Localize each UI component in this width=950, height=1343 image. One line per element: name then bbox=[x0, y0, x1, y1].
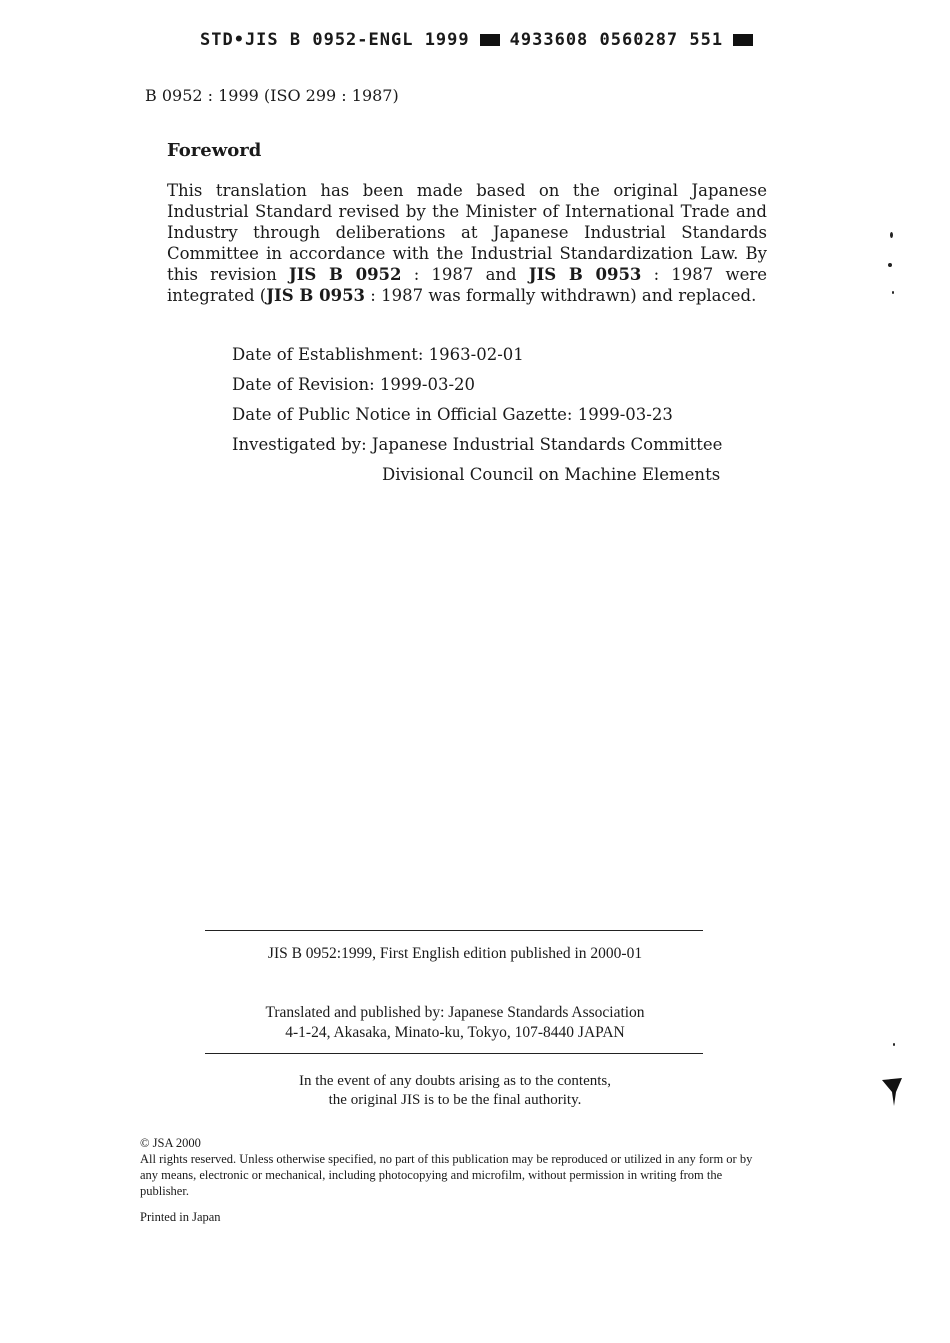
date-public-notice: Date of Public Notice in Official Gazette: 1999-03-23 bbox=[232, 405, 673, 424]
authority-line-2: the original JIS is to be the final authority. bbox=[328, 1092, 582, 1108]
scan-speck-2 bbox=[888, 263, 892, 267]
copyright-symbol-line: © JSA 2000 bbox=[140, 1136, 201, 1150]
scan-speck-3 bbox=[892, 291, 894, 294]
printed-in: Printed in Japan bbox=[140, 1210, 221, 1224]
authority-note bbox=[205, 1072, 705, 1110]
date-revision: Date of Revision: 1999-03-20 bbox=[232, 375, 476, 394]
publisher-line-2: 4-1-24, Akasaka, Minato-ku, Tokyo, 107-8440 JAPAN bbox=[285, 1024, 625, 1041]
foreword-title: Foreword bbox=[167, 140, 262, 161]
scan-speck-4 bbox=[893, 1043, 895, 1046]
foreword-text-3: : 1987 were integrated ( bbox=[167, 265, 768, 305]
scan-speck-1 bbox=[890, 232, 893, 238]
header-code-strip bbox=[200, 30, 753, 50]
foreword-std-3: JIS B 0953 bbox=[266, 286, 366, 305]
header-bar-1 bbox=[480, 34, 500, 46]
foreword-text-2: : 1987 and bbox=[413, 265, 517, 284]
edition-line: JIS B 0952:1999, First English edition published in 2000-01 bbox=[267, 945, 643, 962]
foreword-text-4: : 1987 was formally withdrawn) and replaced. bbox=[370, 286, 757, 305]
document-id: B 0952 : 1999 (ISO 299 : 1987) bbox=[145, 86, 399, 105]
copyright-rights: All rights reserved. Unless otherwise specified, no part of this publication may be reproduced or utilized in any form or by any means, electronic or mechanical, including photocopying and microfilm, without permission in writing from the publisher. bbox=[140, 1152, 753, 1198]
investigated-by: Investigated by: Japanese Industrial Standards Committee bbox=[232, 435, 723, 454]
header-bar-2 bbox=[733, 34, 753, 46]
foreword-std-2: JIS B 0953 bbox=[528, 265, 642, 284]
publisher-line-1: Translated and published by: Japanese Standards Association bbox=[265, 1004, 645, 1021]
foreword-body bbox=[167, 180, 767, 306]
publisher-block bbox=[205, 1003, 705, 1043]
divisional-council: Divisional Council on Machine Elements bbox=[382, 465, 721, 484]
date-establishment: Date of Establishment: 1963-02-01 bbox=[232, 345, 524, 364]
scan-mark bbox=[880, 1074, 904, 1108]
foreword-text-1: This translation has been made based on the original Japanese Industrial Standard revised by the Minister of International Trade and Industry through deliberations at Japanese Industrial Standards Committee in accordance with the Industrial Standardization Law. By this revision bbox=[167, 181, 767, 284]
copyright-block bbox=[140, 1135, 765, 1199]
authority-line-1: In the event of any doubts arising as to the contents, bbox=[298, 1073, 611, 1089]
header-code-middle: 4933608 0560287 551 bbox=[509, 30, 724, 50]
bottom-rule bbox=[205, 1053, 703, 1054]
foreword-std-1: JIS B 0952 bbox=[288, 265, 402, 284]
dates-block bbox=[232, 340, 722, 490]
top-rule bbox=[205, 930, 703, 931]
header-code-left: STD•JIS B 0952-ENGL 1999 bbox=[200, 30, 470, 50]
